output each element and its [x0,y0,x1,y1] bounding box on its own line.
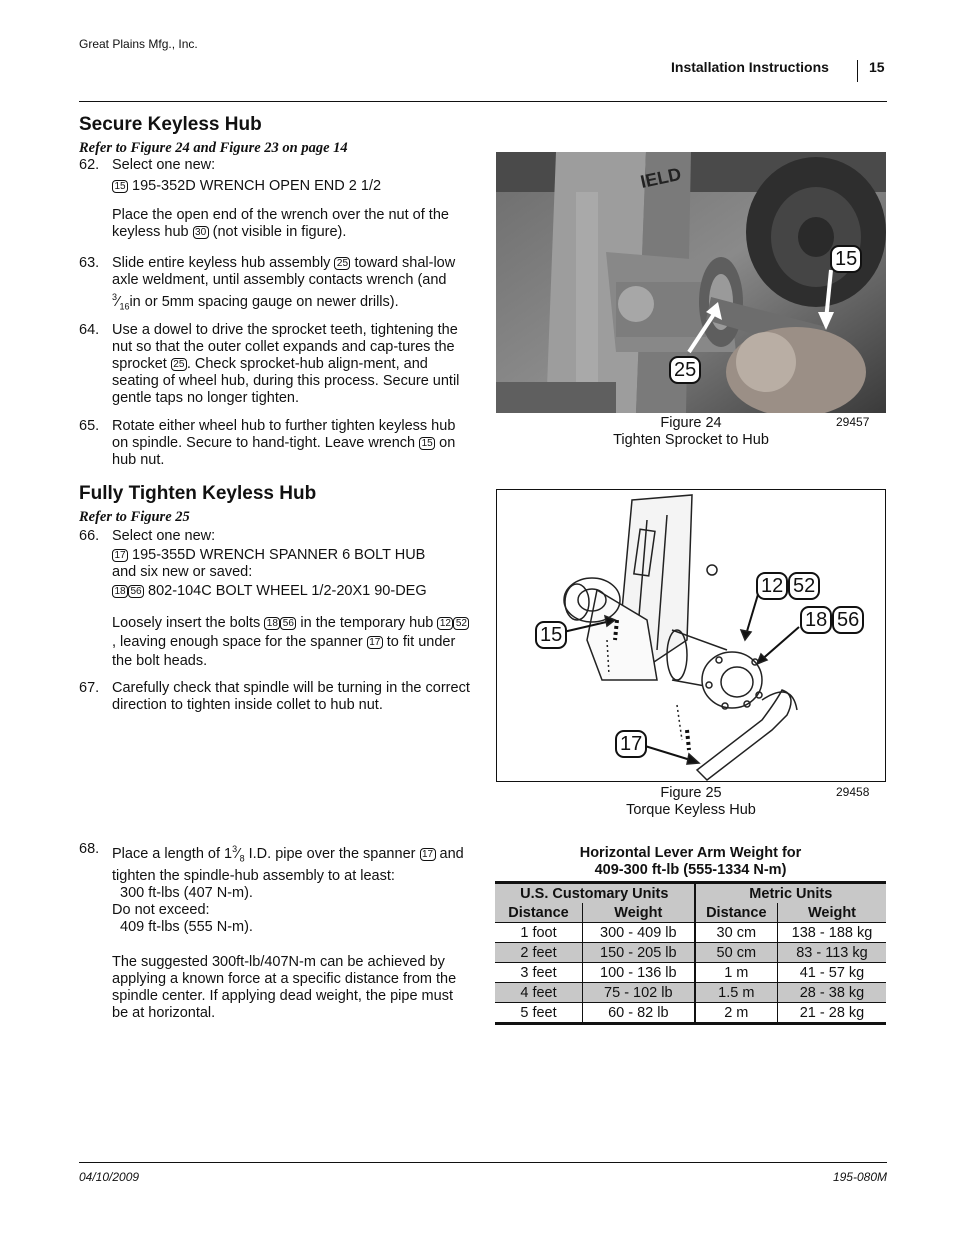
callout-ref: 17 [367,636,383,649]
table-cell: 4 feet [495,983,583,1003]
table-cell: 1.5 m [695,983,778,1003]
table-row [495,943,886,963]
figure24-callout-15: 15 [830,245,862,273]
paragraph-text: Loosely insert the bolts [112,615,261,631]
table-cell: 3 feet [495,963,583,983]
step-text: Rotate either wheel hub to further tighten keyless hub on spindle. Secure to hand-tight. Leave wrench [112,418,456,451]
figure25-callout-52: 52 [788,572,820,600]
figure25-callout-17: 17 [615,730,647,758]
footer-doc-number: 195-080M [832,1170,887,1184]
table-title-line2: 409-300 ft-lb (555-1334 N-m) [594,862,787,878]
table-cell: 138 - 188 kg [777,923,886,943]
paragraph-text: in the temporary hub [300,615,434,631]
company-name: Great Plains Mfg., Inc. [79,37,198,51]
table-row [495,983,886,1003]
section1-reference: Refer to Figure 24 and Figure 23 on page 14 [79,140,348,156]
running-header-title: Installation Instructions [671,59,829,75]
step-66 [112,528,472,671]
table-cell: 83 - 113 kg [777,943,886,963]
section2-reference: Refer to Figure 25 [79,509,190,525]
figure-number: Figure 25 [660,785,722,801]
figure24-callout-25: 25 [669,356,701,384]
table-cell: 1 foot [495,923,583,943]
table-cell: 150 - 205 lb [583,943,695,963]
figure25-callout-15: 15 [535,621,567,649]
step-text: Select one new: [112,528,216,544]
torque-minimum: 300 ft-lbs (407 N-m). [120,884,253,901]
step-text: Select one new: [112,157,216,173]
group-header-metric: Metric Units [695,883,886,904]
step-65 [112,418,472,469]
step-text: and six new or saved: [112,564,253,580]
step-number: 66. [79,528,100,544]
step-text: on hub nut. [112,435,456,468]
part-line [112,583,472,600]
table-cell: 300 - 409 lb [583,923,695,943]
callout-ref: 18 [264,617,280,630]
figure-title: Tighten Sprocket to Hub [613,432,769,448]
step-number: 62. [79,157,100,173]
paragraph-text: (not visible in figure). [212,224,347,240]
callout-ref: 18 [112,585,128,598]
part-line [112,178,472,195]
figure-title: Torque Keyless Hub [626,802,756,818]
step-paragraph [112,207,472,241]
table-cell: 30 cm [695,923,778,943]
callout-ref: 52 [453,617,469,630]
fraction-numerator: 3 [112,292,118,302]
step-67: Carefully check that spindle will be turning in the correct direction to tighten inside collet to hub nut. [112,680,470,713]
paragraph-text: , leaving enough space for the spanner [112,634,363,650]
table-cell: 100 - 136 lb [583,963,695,983]
table-row [495,963,886,983]
paragraph-text: Place the open end of the wrench over the nut of the keyless hub [112,207,449,240]
part-description: 195-355D WRENCH SPANNER 6 BOLT HUB [132,547,426,563]
table-cell: 1 m [695,963,778,983]
section-title-secure-keyless-hub: Secure Keyless Hub [79,114,262,135]
step-number: 67. [79,680,100,696]
step-paragraph: The suggested 300ft-lb/407N-m can be achieved by applying a known force at a specific distance from the spindle center. If applying dead weight, the pipe must be at horizontal. [112,953,457,1021]
fraction-denominator: 16 [119,301,130,312]
step-text: Use a dowel to drive the sprocket teeth, tightening the nut so that the outer collet expands and cap-tures the sprocket [112,322,458,372]
header-rule [79,101,887,102]
callout-ref: 15 [419,437,435,450]
footer-rule [79,1162,887,1163]
step-text-part: I.D. pipe over the spanner [248,845,416,862]
table-title-line1: Horizontal Lever Arm Weight for [579,845,802,861]
callout-ref: 17 [420,848,436,861]
photo-decal-text: IELD [638,163,683,192]
figure25-callout-56: 56 [832,606,864,634]
callout-ref: 12 [437,617,453,630]
step-number: 64. [79,322,100,338]
figure25-callout-12: 12 [756,572,788,600]
table-cell: 41 - 57 kg [777,963,886,983]
fraction-numerator: 3 [232,844,238,854]
table-cell: 75 - 102 lb [583,983,695,1003]
part-description: 195-352D WRENCH OPEN END 2 1/2 [132,178,382,194]
step-text: toward shal-low axle weldment, until assembly contacts wrench (and [112,255,456,288]
step-number: 63. [79,255,100,271]
table-cell: 21 - 28 kg [777,1003,886,1024]
table-cell: 5 feet [495,1003,583,1024]
page-number: 15 [869,59,885,75]
step-63: Slide entire keyless hub assembly 25 toward shal-low axle weldment, until assembly contacts wrench (and $^3⁄_{16}in$ or 5mm spacing gauge on newer drills). [112,255,456,312]
torque-warning: Do not exceed: [112,901,210,918]
section-title-fully-tighten-keyless-hub: Fully Tighten Keyless Hub [79,483,317,504]
column-header: Distance [695,903,778,923]
callout-ref: 56 [280,617,296,630]
figure-24-id: 29457 [836,415,870,429]
step-text: in or 5mm spacing gauge on newer drills). [129,293,399,310]
callout-ref: 30 [193,226,209,239]
table-row [495,923,886,943]
step-paragraph [112,614,472,671]
step-number: 65. [79,418,100,434]
step-text: Place a length of $1^3⁄_8$ I.D. pipe over the spanner 17 and tighten the spindle-hub assembly to at least: [112,844,464,884]
table-title [495,845,886,879]
step-68 [112,841,472,1022]
paragraph-text: to fit under the bolt heads. [112,634,456,669]
callout-ref: 17 [112,549,128,562]
figure-number: Figure 24 [660,415,722,431]
column-header: Distance [495,903,583,923]
lever-arm-weight-table [495,881,886,1025]
table-cell: 2 feet [495,943,583,963]
footer-date: 04/10/2009 [79,1170,140,1184]
torque-maximum: 409 ft-lbs (555 N-m). [120,918,253,935]
table-cell: 50 cm [695,943,778,963]
part-line [112,547,472,564]
step-text-part: Place a length of 1 [112,845,233,862]
figure-24-caption [596,415,786,449]
step-number: 68. [79,841,100,857]
table-cell: 60 - 82 lb [583,1003,695,1024]
step-text-part: and tighten the spindle-hub assembly to at least: [112,845,464,884]
column-header: Weight [583,903,695,923]
callout-ref: 25 [171,358,187,371]
table-row [495,1003,886,1024]
part-description: 802-104C BOLT WHEEL 1/2-20X1 90-DEG [148,583,427,599]
step-64 [112,322,472,407]
figure25-callout-18: 18 [800,606,832,634]
callout-ref: 25 [334,257,350,270]
column-header: Weight [777,903,886,923]
table-cell: 28 - 38 kg [777,983,886,1003]
callout-ref: 56 [128,585,144,598]
table-cell: 2 m [695,1003,778,1024]
step-62 [112,157,472,241]
figure-25-caption [596,785,786,819]
group-header-us: U.S. Customary Units [495,883,695,904]
fraction-denominator: 8 [239,853,245,864]
header-divider [857,60,858,82]
step-text: Slide entire keyless hub assembly [112,255,331,271]
figure-25-id: 29458 [836,785,870,799]
step-text: . Check sprocket-hub align-ment, and seating of wheel hub, during this process. Secure until gentle taps no longer tighten. [112,356,460,406]
callout-ref: 15 [112,180,128,193]
